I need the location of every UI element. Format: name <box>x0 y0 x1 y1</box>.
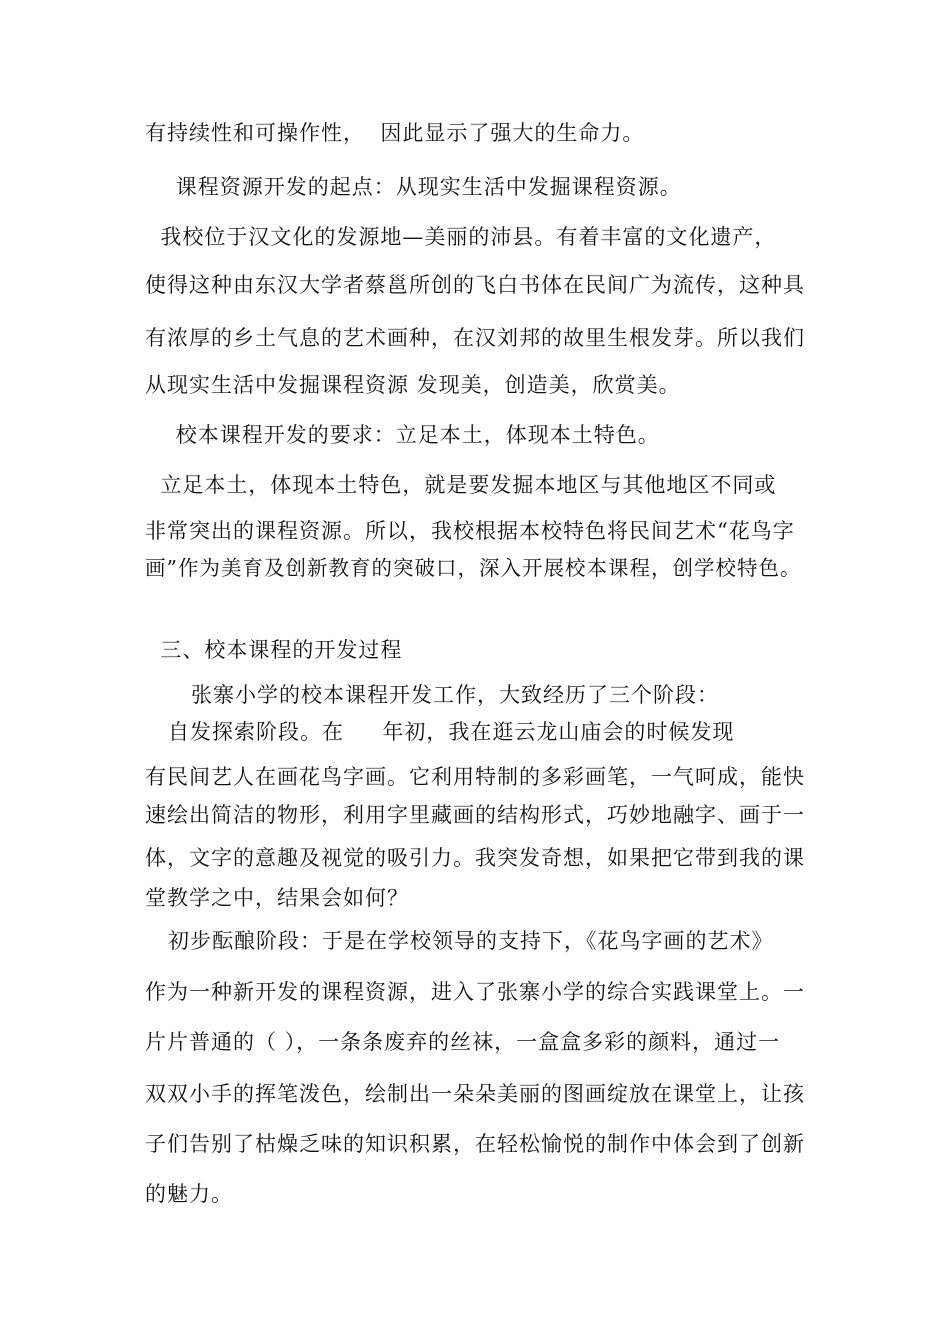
text-line: 使得这种由东汉大学者蔡邕所创的飞白书体在民间广为流传，这种具 <box>145 273 805 297</box>
text-line: 校本课程开发的要求：立足本土，体现本土特色。 <box>145 423 660 447</box>
text-line: 堂教学之中，结果会如何？ <box>145 886 409 910</box>
text-line: 张寨小学的校本课程开发工作，大致经历了三个阶段： <box>145 683 720 707</box>
text-line: 有浓厚的乡土气息的艺术画种，在汉刘邦的故里生根发芽。所以我们 <box>145 326 805 350</box>
section-heading: 三、校本课程的开发过程 <box>145 638 403 662</box>
text-line: 立足本土，体现本土特色，就是要发掘本地区与其他地区不同或 <box>145 473 777 497</box>
text-line: 画”作为美育及创新教育的突破口，深入开展校本课程，创学校特色。 <box>145 556 802 580</box>
text-line: 课程资源开发的起点：从现实生活中发掘课程资源。 <box>145 175 682 199</box>
text-line: 非常突出的课程资源。所以，我校根据本校特色将民间艺术“花鸟字 <box>145 519 795 543</box>
text-line: 有持续性和可操作性， 因此显示了强大的生命力。 <box>145 121 645 145</box>
text-line: 双双小手的挥笔泼色，绘制出一朵朵美丽的图画绽放在课堂上，让孩 <box>145 1082 805 1106</box>
text-line: 从现实生活中发掘课程资源 发现美，创造美，欣赏美。 <box>145 373 681 397</box>
text-line: 初步酝酿阶段：于是在学校领导的支持下，《花鸟字画的艺术》 <box>145 929 774 953</box>
text-line: 自发探索阶段。在 年初，我在逛云龙山庙会的时候发现 <box>145 720 735 744</box>
text-line: 作为一种新开发的课程资源，进入了张寨小学的综合实践课堂上。一 <box>145 980 805 1004</box>
text-line: 的魅力。 <box>145 1182 233 1206</box>
text-line: 子们告别了枯燥乏味的知识积累，在轻松愉悦的制作中体会到了创新 <box>145 1132 805 1156</box>
text-line: 体，文字的意趣及视觉的吸引力。我突发奇想，如果把它带到我的课 <box>145 846 805 870</box>
text-line: 我校位于汉文化的发源地—美丽的沛县。有着丰富的文化遗产， <box>145 225 777 249</box>
text-line: 片片普通的（ ），一条条废弃的丝袜，一盒盒多彩的颜料，通过一 <box>145 1030 781 1054</box>
text-line: 有民间艺人在画花鸟字画。它利用特制的多彩画笔，一气呵成，能快 <box>145 765 805 789</box>
text-line: 速绘出简洁的物形，利用字里藏画的结构形式，巧妙地融字、画于一 <box>145 803 805 827</box>
